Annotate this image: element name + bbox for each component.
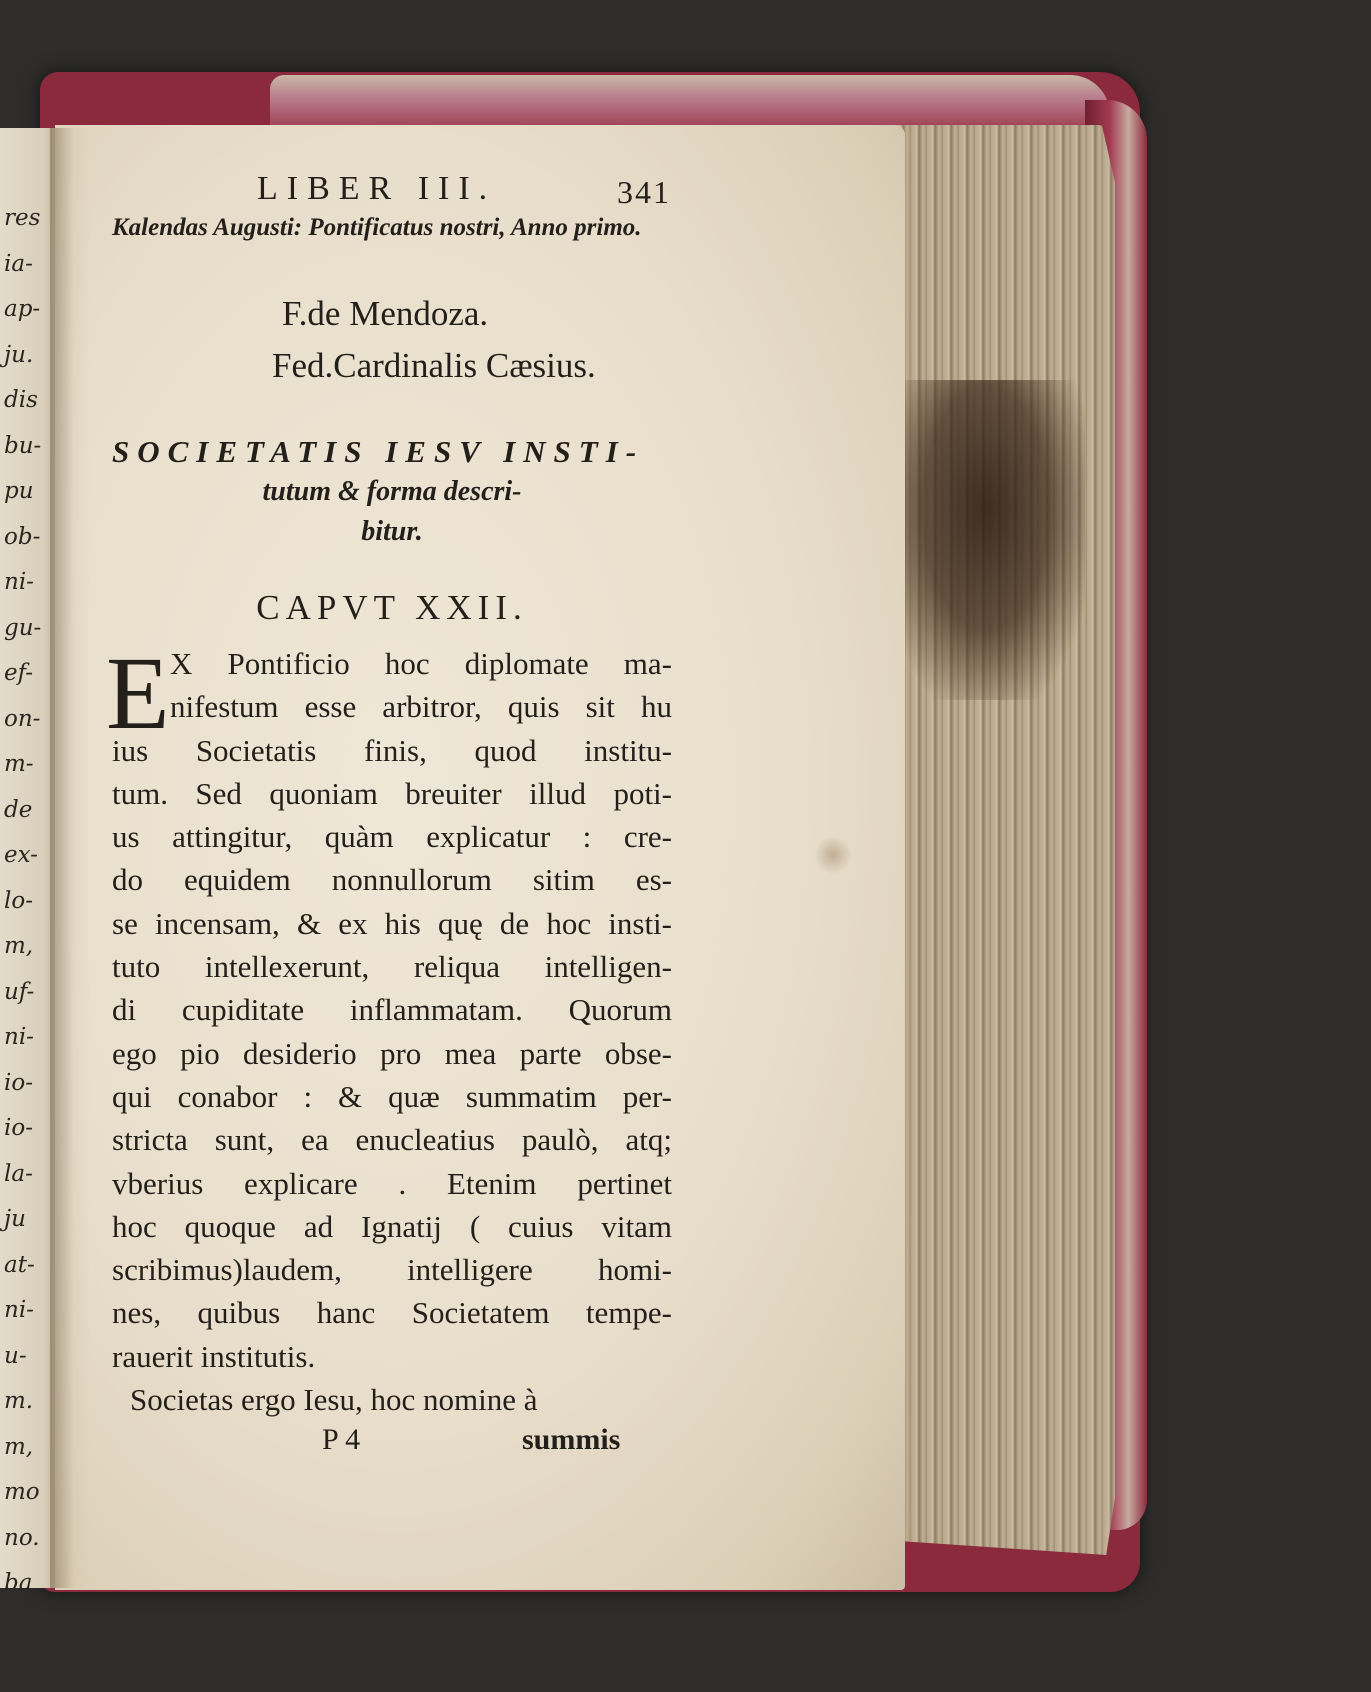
chapter-heading: CAPVT XXII. [256, 588, 528, 627]
left-page-fragment: u- [4, 1342, 27, 1369]
left-page-fragment: res [4, 205, 41, 231]
section-heading [112, 432, 672, 552]
signature-mendoza: F.de Mendoza. [282, 294, 489, 333]
left-page-fragment: de [4, 796, 33, 823]
page-footer [112, 1421, 672, 1465]
left-page-fragment: ef- [4, 660, 34, 686]
body-line: ius Societatis finis, quod institu- [112, 732, 672, 768]
body-line: di cupiditate inflammatam. Quorum [112, 992, 672, 1028]
left-page-fragment: no. [4, 1524, 40, 1551]
body-line: tuto intellexerunt, reliqua intelligen- [112, 949, 672, 985]
body-line: X Pontificio hoc diplomate ma- [170, 646, 672, 681]
left-page-fragment: io- [4, 1069, 33, 1096]
body-line: nes, quibus hanc Societatem tempe- [112, 1295, 672, 1331]
left-page-fragment: ni- [4, 1297, 34, 1323]
body-line: ego pio desiderio pro mea parte obse- [112, 1035, 672, 1071]
body-line: tum. Sed quoniam breuiter illud poti- [112, 775, 672, 811]
signature-mark: P 4 [322, 1423, 361, 1457]
left-page-fragment: ob- [4, 523, 41, 550]
left-page-fragment: io- [4, 1115, 33, 1141]
page-fore-edge [895, 125, 1115, 1555]
left-page-fragment: dis [4, 387, 38, 413]
left-page-fragment: ni- [4, 569, 34, 595]
left-page-fragment: la- [4, 1160, 33, 1187]
body-line: se incensam, & ex his quę de hoc insti- [112, 905, 672, 941]
section-heading-line: bitur. [361, 516, 423, 547]
left-page-fragment: bu- [4, 432, 42, 459]
left-page-fragment: gu- [4, 614, 42, 641]
drop-cap: E [106, 636, 170, 751]
body-line: us attingitur, quàm explicatur : cre- [112, 819, 672, 855]
left-page-fragment: pu [4, 478, 34, 504]
left-page-fragment: at- [4, 1251, 35, 1278]
section-heading-line: tutum & forma descri- [262, 476, 522, 507]
left-page-fragment: on- [4, 705, 41, 732]
body-line: scribimus)laudem, intelligere homi- [112, 1252, 672, 1288]
signature-cesius: Fed.Cardinalis Cæsius. [272, 346, 596, 385]
left-page-fragment: ap- [4, 296, 41, 322]
left-page-fragment: m, [4, 1433, 34, 1460]
paragraph-line: Societas ergo Iesu, hoc nomine à [130, 1382, 538, 1418]
body-line: nifestum esse arbitror, quis sit hu [170, 689, 672, 725]
body-line: do equidem nonnullorum sitim es- [112, 862, 672, 898]
left-page-text-fragments [0, 205, 62, 1616]
running-title: LIBER III. [257, 170, 497, 207]
body-text [106, 636, 672, 1378]
left-page-fragment: mo [4, 1479, 40, 1505]
signatures [272, 288, 672, 392]
fore-edge-stain [905, 380, 1085, 700]
body-line: qui conabor : & quæ summatim per- [112, 1078, 672, 1114]
foxing-spot [815, 835, 851, 875]
right-page-text [106, 150, 672, 1465]
left-page-fragment: ju. [4, 341, 34, 368]
body-line: vberius explicare . Etenim pertinet [112, 1165, 672, 1201]
section-heading-caps: SOCIETATIS IESV INSTI- [112, 434, 645, 469]
body-line: stricta sunt, ea enucleatius paulò, atq; [112, 1122, 672, 1158]
left-page-fragment: ia- [4, 250, 33, 277]
running-head [112, 150, 672, 210]
body-line: rauerit institutis. [112, 1338, 316, 1374]
left-page-fragment: lo- [4, 887, 33, 914]
left-page-fragment: ju [4, 1206, 26, 1232]
left-page-fragment: m- [4, 751, 34, 777]
left-page-fragment: ex- [4, 842, 38, 868]
left-page-fragment: uf- [4, 978, 35, 1005]
date-line: Kalendas Augusti: Pontificatus nostri, Anno primo. [112, 214, 642, 241]
catchword: summis [522, 1423, 621, 1457]
left-page-fragment: ni- [4, 1024, 34, 1050]
body-line: hoc quoque ad Ignatij ( cuius vitam [112, 1208, 672, 1244]
left-page-fragment: m, [4, 933, 34, 959]
left-page-fragment: ba [4, 1570, 33, 1596]
left-page-fragment: m. [4, 1388, 34, 1414]
page-number: 341 [617, 174, 671, 210]
